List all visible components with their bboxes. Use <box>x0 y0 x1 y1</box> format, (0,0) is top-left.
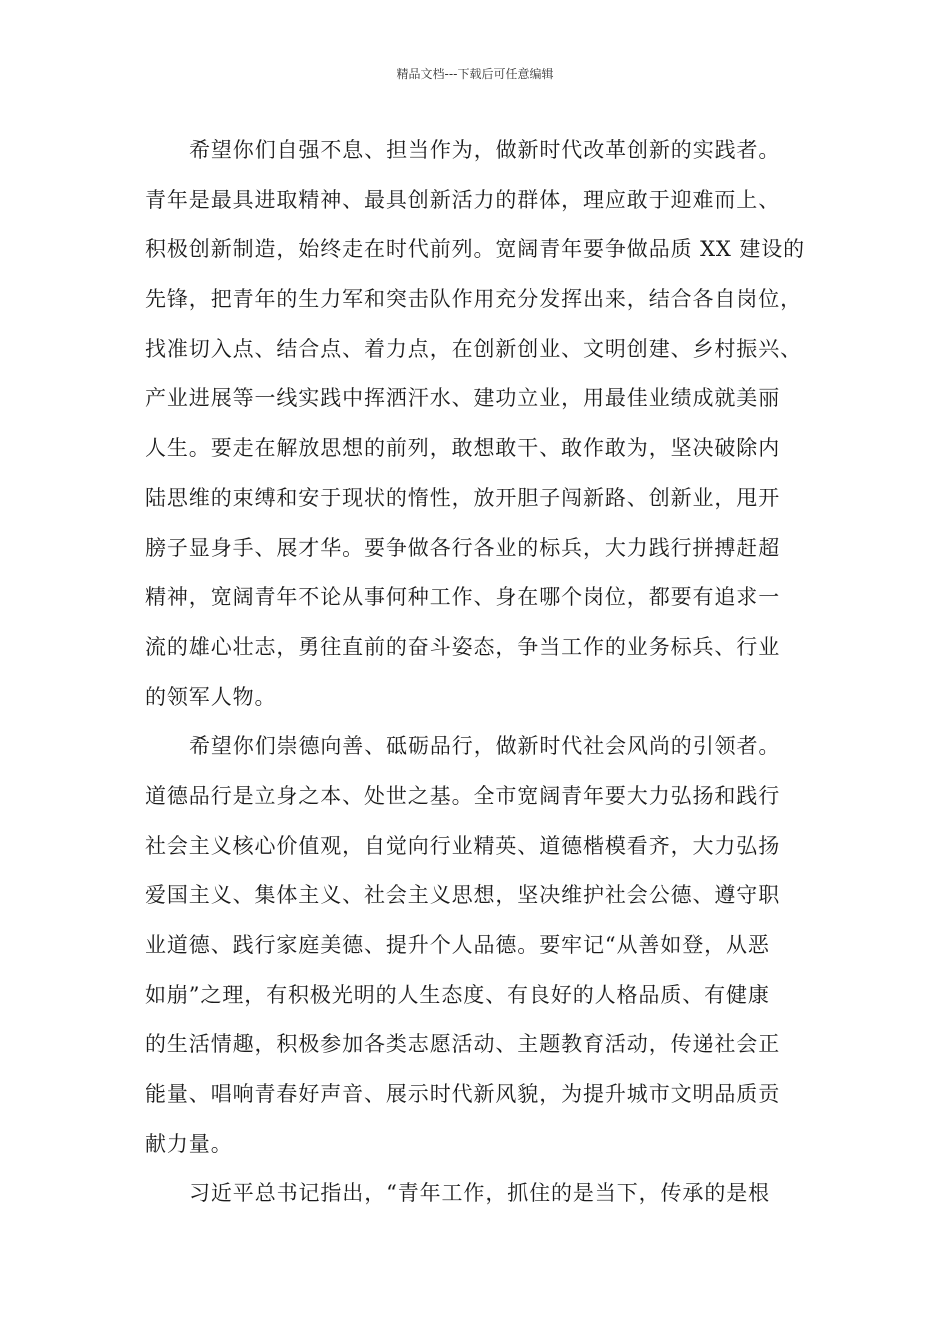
paragraph-1-line-1: 希望你们自强不息、担当作为，做新时代改革创新的实践者。 <box>189 138 781 162</box>
paragraph-1-line-7: 人生。要走在解放思想的前列，敢想敢干、敢作敢为，坚决破除内 <box>145 436 781 461</box>
paragraph-2-line-4: 爱国主义、集体主义、社会主义思想，坚决维护社会公德、遵守职 <box>145 883 781 908</box>
page-header: 精品文档---下载后可任意编辑 <box>396 67 554 81</box>
paragraph-1-line-5: 找准切入点、结合点、着力点，在创新创业、文明创建、乡村振兴、 <box>145 336 802 361</box>
paragraph-1-line-11: 流的雄心壮志，勇往直前的奋斗姿态，争当工作的业务标兵、行业 <box>145 634 781 659</box>
paragraph-1-line-8: 陆思维的束缚和安于现状的惰性，放开胆子闯新路、创新业，甩开 <box>145 485 781 510</box>
paragraph-2-line-6: 如崩”之理，有积极光明的人生态度、有良好的人格品质、有健康 <box>145 982 770 1007</box>
paragraph-2-line-9: 献力量。 <box>145 1131 233 1156</box>
paragraph-1-line-9: 膀子显身手、展才华。要争做各行各业的标兵，大力践行拼搏赶超 <box>145 535 781 560</box>
paragraph-2-line-5: 业道德、践行家庭美德、提升个人品德。要牢记“从善如登，从恶 <box>145 933 770 957</box>
paragraph-2-line-3: 社会主义核心价值观，自觉向行业精英、道德楷模看齐，大力弘扬 <box>145 833 781 858</box>
paragraph-2-line-7: 的生活情趣，积极参加各类志愿活动、主题教育活动，传递社会正 <box>145 1032 781 1057</box>
paragraph-1-line-10: 精神，宽阔青年不论从事何种工作、身在哪个岗位，都要有追求一 <box>145 585 781 610</box>
paragraph-2-line-1: 希望你们崇德向善、砥砺品行，做新时代社会风尚的引领者。 <box>189 734 781 759</box>
paragraph-1-line-12: 的领军人物。 <box>145 684 277 709</box>
paragraph-1-line-3: 积极创新制造，始终走在时代前列。宽阔青年要争做品质 XX 建设的 <box>145 237 806 262</box>
paragraph-1-line-6: 产业进展等一线实践中挥洒汗水、建功立业，用最佳业绩成就美丽 <box>145 386 781 411</box>
paragraph-2-line-2: 道德品行是立身之本、处世之基。全市宽阔青年要大力弘扬和践行 <box>145 783 781 808</box>
paragraph-1-line-2: 青年是最具进取精神、最具创新活力的群体，理应敢于迎难而上、 <box>145 187 781 212</box>
paragraph-2-line-8: 能量、唱响青春好声音、展示时代新风貌，为提升城市文明品质贡 <box>145 1082 781 1107</box>
paragraph-3-line-1: 习近平总书记指出，“青年工作，抓住的是当下，传承的是根 <box>189 1181 771 1206</box>
document-body <box>145 126 809 1219</box>
paragraph-1-line-4: 先锋，把青年的生力军和突击队作用充分发挥出来，结合各自岗位， <box>145 287 802 312</box>
